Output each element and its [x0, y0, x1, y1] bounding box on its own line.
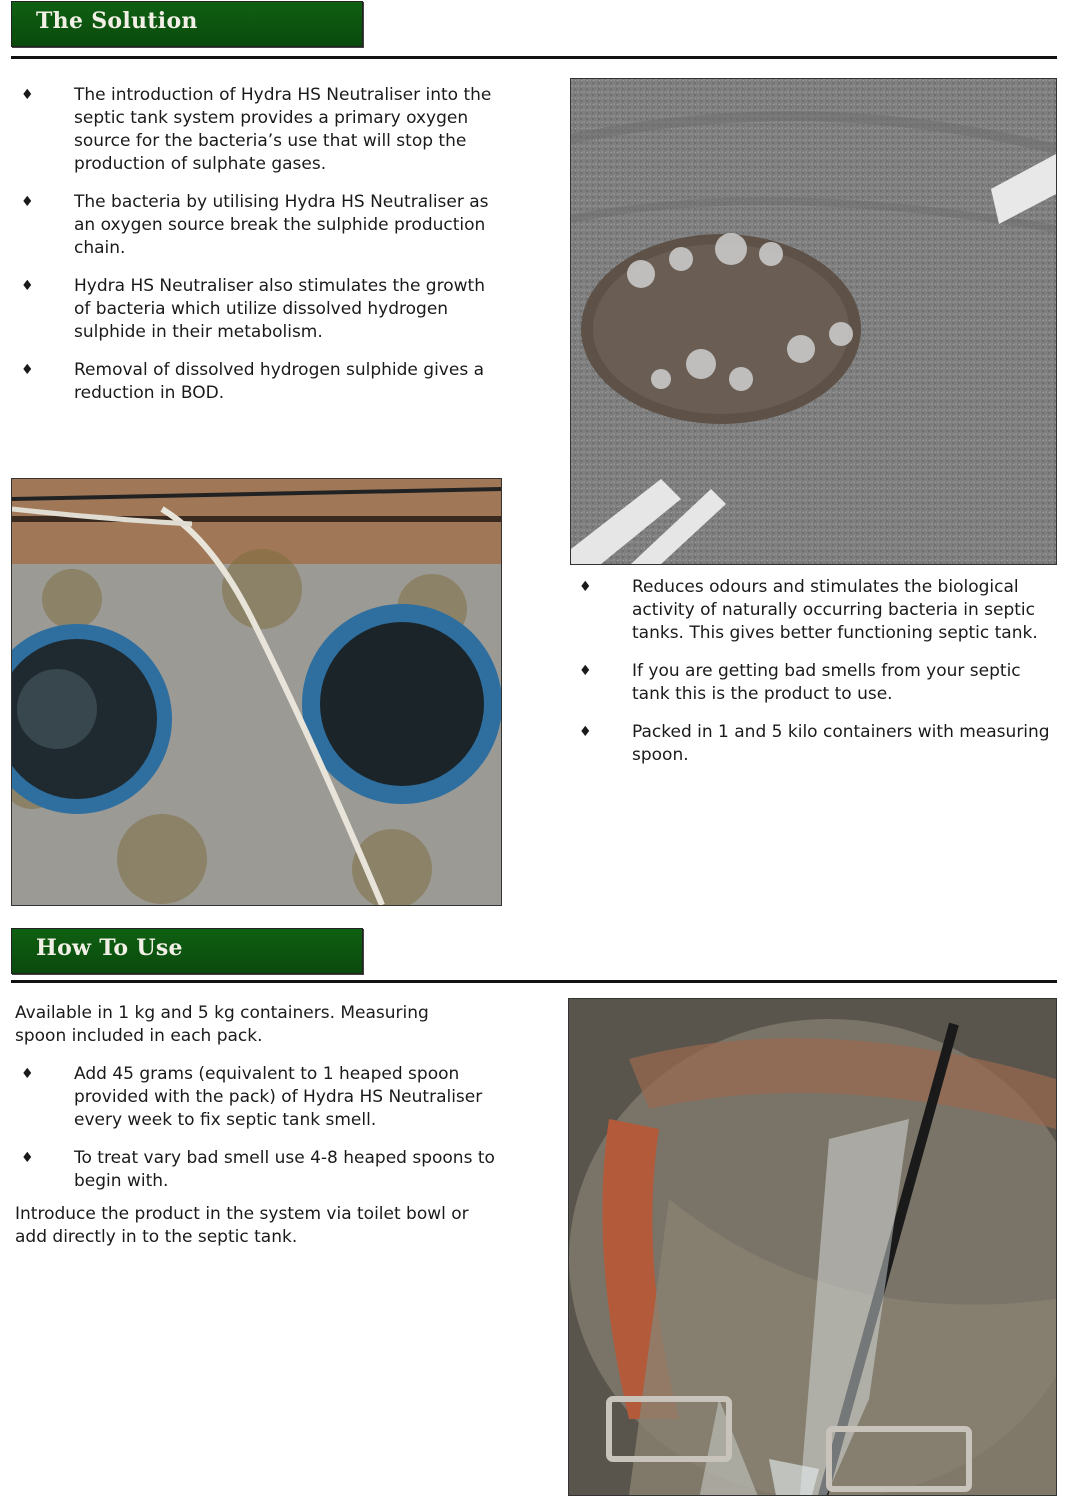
benefits-bullet-list: [573, 576, 1059, 782]
list-item: [15, 275, 500, 344]
bullet-text: Reduces odours and stimulates the biological activity of naturally occurring bacteria in septic tanks. This gives better functioning septic tank.: [632, 577, 1038, 643]
diamond-bullet-icon: ♦: [21, 362, 34, 378]
how-to-use-outro: Introduce the product in the system via toilet bowl or add directly in to the septic tank.: [15, 1204, 469, 1247]
how-to-use-section-header: [11, 928, 363, 974]
diamond-bullet-icon: ♦: [579, 663, 592, 679]
bullet-text: Packed in 1 and 5 kilo containers with measuring spoon.: [632, 722, 1050, 765]
diamond-bullet-icon: ♦: [21, 278, 34, 294]
list-item: [15, 359, 500, 405]
diamond-bullet-icon: ♦: [21, 1150, 34, 1166]
bullet-text: Removal of dissolved hydrogen sulphide gives a reduction in BOD.: [74, 360, 485, 403]
bullet-text: The bacteria by utilising Hydra HS Neutraliser as an oxygen source break the sulphide production chain.: [74, 192, 489, 258]
rusty-tank-photo: [11, 478, 502, 906]
list-item: [573, 660, 1059, 706]
manhole-road-photo: [570, 78, 1057, 565]
diamond-bullet-icon: ♦: [579, 579, 592, 595]
solution-bullet-list: [15, 84, 500, 420]
pipe-jetting-photo: [568, 998, 1057, 1496]
diamond-bullet-icon: ♦: [21, 194, 34, 210]
how-to-use-section-rule: [11, 980, 1057, 983]
diamond-bullet-icon: ♦: [21, 1066, 34, 1082]
how-to-use-section-title: How To Use: [36, 935, 183, 961]
solution-section-title: The Solution: [36, 8, 198, 34]
diamond-bullet-icon: ♦: [579, 724, 592, 740]
bullet-text: If you are getting bad smells from your septic tank this is the product to use.: [632, 661, 1021, 704]
how-to-use-intro: Available in 1 kg and 5 kg containers. Measuring spoon included in each pack.: [15, 1003, 429, 1046]
list-item: [15, 1147, 500, 1193]
bullet-text: To treat vary bad smell use 4-8 heaped spoons to begin with.: [74, 1148, 495, 1191]
list-item: [573, 721, 1059, 767]
bullet-text: Hydra HS Neutraliser also stimulates the growth of bacteria which utilize dissolved hydrogen sulphide in their metabolism.: [74, 276, 485, 342]
solution-section-rule: [11, 56, 1057, 59]
list-item: [15, 191, 500, 260]
list-item: [15, 1063, 500, 1132]
bullet-text: Add 45 grams (equivalent to 1 heaped spoon provided with the pack) of Hydra HS Neutraliser every week to fix septic tank smell.: [74, 1064, 483, 1130]
diamond-bullet-icon: ♦: [21, 87, 34, 103]
bullet-text: The introduction of Hydra HS Neutraliser into the septic tank system provides a primary oxygen source for the bacteria’s use that will stop the production of sulphate gases.: [74, 85, 492, 174]
list-item: [15, 84, 500, 176]
solution-section-header: [11, 1, 363, 47]
list-item: [573, 576, 1059, 645]
how-to-use-steps: [15, 1063, 500, 1208]
